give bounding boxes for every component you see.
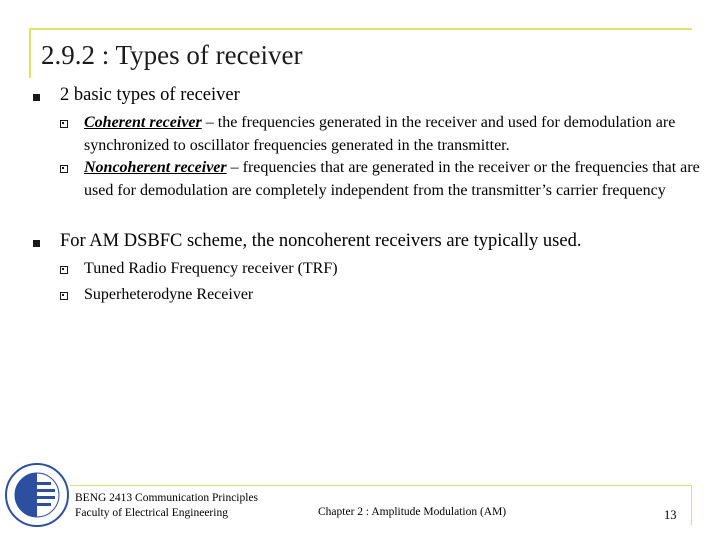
title-frame-left-line xyxy=(29,28,31,78)
footer-line-top xyxy=(70,485,692,486)
coherent-desc: – the frequencies generated in the receiver and used for demodulation are synchronized to oscillator frequencies generated in the transmitter. xyxy=(84,114,676,154)
sub-bullet-superhet: Superheterodyne Receiver xyxy=(84,286,254,303)
footer-course-info xyxy=(75,491,258,521)
sub-bullet-marker xyxy=(60,266,68,274)
bullet-1-text: 2 basic types of receiver xyxy=(60,85,240,105)
page-number: 13 xyxy=(664,508,677,522)
slide-title: 2.9.2 : Types of receiver xyxy=(41,40,303,70)
footer-faculty: Faculty of Electrical Engineering xyxy=(75,507,228,519)
sub-bullet-noncoherent xyxy=(84,157,704,202)
bullet-marker xyxy=(33,94,40,101)
title-frame-top-line xyxy=(29,28,692,30)
sub-bullet-coherent xyxy=(84,112,704,157)
noncoherent-desc: – frequencies that are generated in the receiver or the frequencies that are used for demodulation are completely independent from the transmitter’s carrier frequency xyxy=(84,159,700,199)
university-logo xyxy=(4,462,70,528)
bullet-marker xyxy=(33,240,40,247)
footer-course: BENG 2413 Communication Principles xyxy=(75,492,259,504)
sub-bullet-marker xyxy=(60,165,68,173)
sub-bullet-marker xyxy=(60,120,68,128)
footer-line-right xyxy=(691,485,692,525)
term-coherent: Coherent receiver xyxy=(84,114,202,131)
term-noncoherent: Noncoherent receiver xyxy=(84,159,227,176)
sub-bullet-trf: Tuned Radio Frequency receiver (TRF) xyxy=(84,260,338,277)
bullet-2-text: For AM DSBFC scheme, the noncoherent receivers are typically used. xyxy=(60,231,582,251)
footer-chapter: Chapter 2 : Amplitude Modulation (AM) xyxy=(318,506,507,518)
sub-bullet-marker xyxy=(60,292,68,300)
